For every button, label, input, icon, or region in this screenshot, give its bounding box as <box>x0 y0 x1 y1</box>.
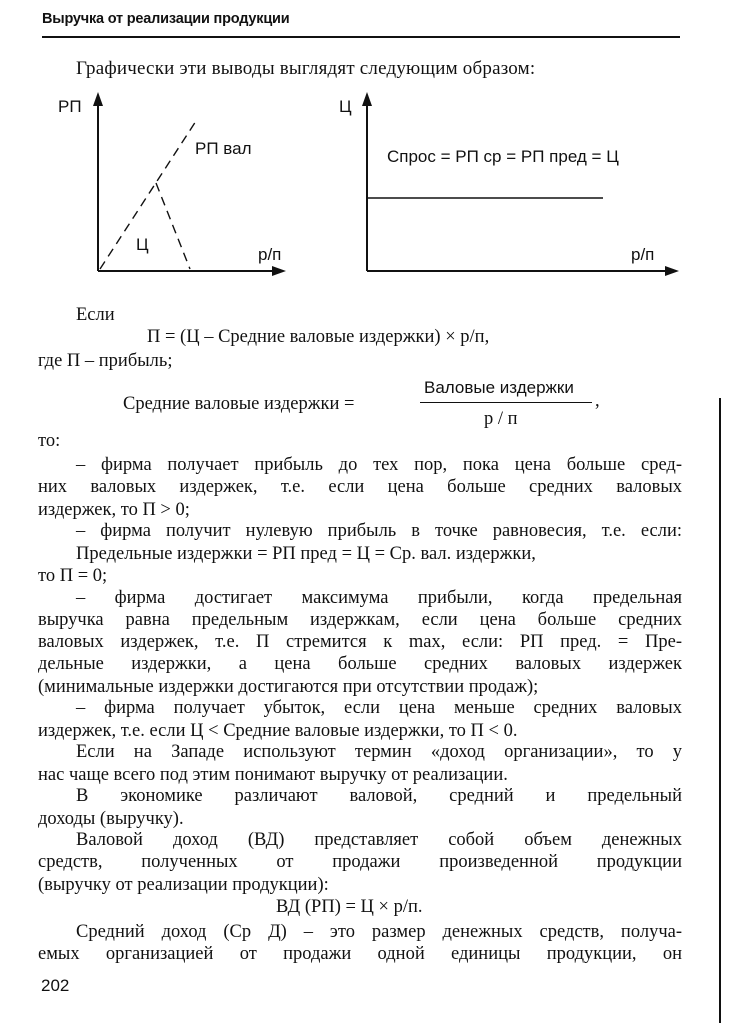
revenue-formula: ВД (РП) = Ц × р/п. <box>276 897 423 917</box>
body-line: – фирма получает убыток, если цена меньше средних валовых <box>76 698 682 718</box>
left-chart-y-label: РП <box>58 97 82 116</box>
body-line: – фирма достигает максимума прибыли, когда предельная <box>76 588 682 608</box>
right-chart-line-label: Спрос = РП ср = РП пред = Ц <box>387 147 619 166</box>
body-line: них валовых издержек, т.е. если цена больше средних валовых <box>38 477 682 497</box>
left-chart-line2-label: Ц <box>136 235 149 254</box>
if-word: Если <box>76 305 115 325</box>
body-line: Средний доход (Ср Д) – это размер денежных средств, получа- <box>76 922 682 942</box>
body-line: дельные издержки, а цена больше средних валовых издержек <box>38 654 682 674</box>
body-line: выручка равна предельным издержкам, если цена больше средних <box>38 610 682 630</box>
left-chart-x-arrow <box>272 266 286 276</box>
body-line: – фирма получит нулевую прибыль в точке равновесия, т.е. если: <box>76 521 682 541</box>
body-line: доходы (выручку). <box>38 809 184 829</box>
profit-definition: где П – прибыль; <box>38 351 173 371</box>
header-rule <box>42 36 680 38</box>
body-line: издержек, т.е. если Ц < Средние валовые издержки, то П < 0. <box>38 721 518 741</box>
avg-costs-denominator: р / п <box>484 409 518 429</box>
body-line: валовых издержек, т.е. П стремится к max, если: РП пред. = Пре- <box>38 632 682 652</box>
running-header: Выручка от реализации продукции <box>42 11 290 27</box>
profit-formula: П = (Ц – Средние валовые издержки) × р/п, <box>147 327 490 347</box>
left-chart-line1-label: РП вал <box>195 139 252 158</box>
body-line: емых организацией от продажи одной единицы продукции, он <box>38 944 682 964</box>
right-chart-y-label: Ц <box>339 97 352 116</box>
avg-costs-left: Средние валовые издержки = <box>123 394 355 414</box>
body-line: Предельные издержки = РП пред = Ц = Ср. вал. издержки, <box>76 544 536 564</box>
left-chart <box>50 88 300 288</box>
body-line: Если на Западе используют термин «доход организации», то у <box>76 742 682 762</box>
fraction-bar <box>420 402 592 403</box>
left-chart-x-label: р/п <box>258 245 282 264</box>
body-line: В экономике различают валовой, средний и предельный <box>76 786 682 806</box>
body-line: издержек, то П > 0; <box>38 500 190 520</box>
left-chart-price-line <box>156 183 190 269</box>
body-line: (выручку от реализации продукции): <box>38 875 329 895</box>
avg-costs-numerator: Валовые издержки <box>424 378 574 397</box>
right-chart-y-arrow <box>362 92 372 106</box>
body-line: – фирма получает прибыль до тех пор, пока цена больше сред- <box>76 455 682 475</box>
body-line: средств, полученных от продажи произведенной продукции <box>38 852 682 872</box>
then-word: то: <box>38 431 61 451</box>
page-number: 202 <box>41 976 70 995</box>
body-line: Валовой доход (ВД) представляет собой объем денежных <box>76 830 682 850</box>
body-line: (минимальные издержки достигаются при отсутствии продаж); <box>38 677 539 697</box>
right-chart-x-label: р/п <box>631 245 655 264</box>
right-chart-x-arrow <box>665 266 679 276</box>
body-line: то П = 0; <box>38 566 108 586</box>
formula-comma: , <box>595 391 600 411</box>
left-chart-y-arrow <box>93 92 103 106</box>
right-chart <box>325 88 690 288</box>
margin-rule <box>719 398 721 1023</box>
intro-sentence: Графически эти выводы выглядят следующим образом: <box>76 58 536 79</box>
body-line: нас чаще всего под этим понимают выручку от реализации. <box>38 765 508 785</box>
